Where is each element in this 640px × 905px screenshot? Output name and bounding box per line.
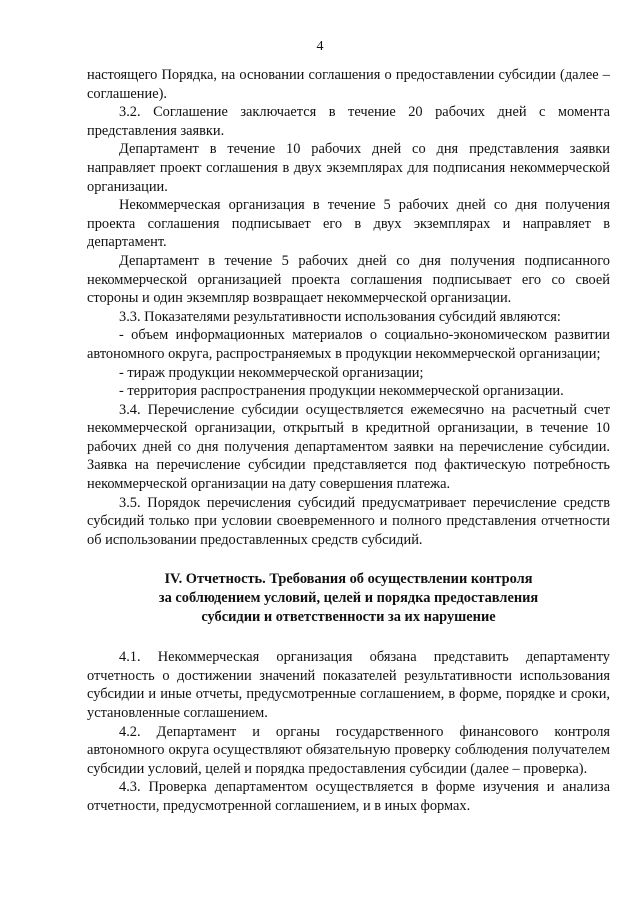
paragraph: настоящего Порядка, на основании соглашения о предоставлении субсидии (далее – соглашение). xyxy=(87,67,610,102)
section-heading xyxy=(87,570,610,626)
document-body xyxy=(87,66,610,816)
section-4 xyxy=(87,648,610,815)
paragraph: 3.2. Соглашение заключается в течение 20 рабочих дней с момента представления заявки. xyxy=(87,104,610,139)
paragraph: - тираж продукции некоммерческой организации; xyxy=(119,364,424,381)
page-number: 4 xyxy=(316,39,324,54)
paragraph: 4.2. Департамент и органы государственного финансового контроля автономного округа осуществляют обязательную проверку соблюдения получателем субсидии условий, целей и порядка предоставления субсидии (далее – проверка). xyxy=(87,723,610,777)
paragraph: Некоммерческая организация в течение 5 рабочих дней со дня получения проекта соглашения подписывает его в двух экземплярах и направляет в департамент. xyxy=(87,197,610,251)
paragraph: Департамент в течение 10 рабочих дней со дня представления заявки направляет проект соглашения в двух экземплярах для подписания некоммерческой организации. xyxy=(87,141,610,195)
paragraph: 3.3. Показателями результативности использования субсидий являются: xyxy=(119,308,561,325)
paragraph: 3.4. Перечисление субсидии осуществляется ежемесячно на расчетный счет некоммерческой организации, открытый в кредитной организации, в течение 10 рабочих дней со дня получения департаментом заявки на перечисление субсидии. Заявка на перечисление субсидии представляется под фактическую потребность некоммерческой организации на дату совершения платежа. xyxy=(87,401,610,493)
heading-line: за соблюдением условий, целей и порядка предоставления xyxy=(158,590,539,607)
paragraph: - объем информационных материалов о социально-экономическом развитии автономного округа, распространяемых в продукции некоммерческой организации; xyxy=(87,327,610,362)
heading-line: субсидии и ответственности за их нарушение xyxy=(201,608,496,625)
paragraph: 4.1. Некоммерческая организация обязана представить департаменту отчетность о достижении значений показателей результативности использования субсидии и иные отчеты, предусмотренные соглашением, в форме, порядке и сроки, установленные соглашением. xyxy=(87,649,610,721)
heading-line: IV. Отчетность. Требования об осуществлении контроля xyxy=(164,571,533,588)
paragraph: 3.5. Порядок перечисления субсидий предусматривает перечисление средств субсидий только при условии своевременного и полного представления отчетности об использовании предоставленных средств субсидий. xyxy=(87,494,610,548)
paragraph: - территория распространения продукции некоммерческой организации. xyxy=(119,383,564,400)
paragraph: Департамент в течение 5 рабочих дней со дня получения подписанного некоммерческой организацией проекта соглашения подписывает его со своей стороны и один экземпляр возвращает некоммерческой организации. xyxy=(87,252,610,307)
section-3-continued xyxy=(87,66,610,549)
paragraph: 4.3. Проверка департаментом осуществляется в форме изучения и анализа отчетности, предусмотренной соглашением, и в иных формах. xyxy=(87,779,610,814)
